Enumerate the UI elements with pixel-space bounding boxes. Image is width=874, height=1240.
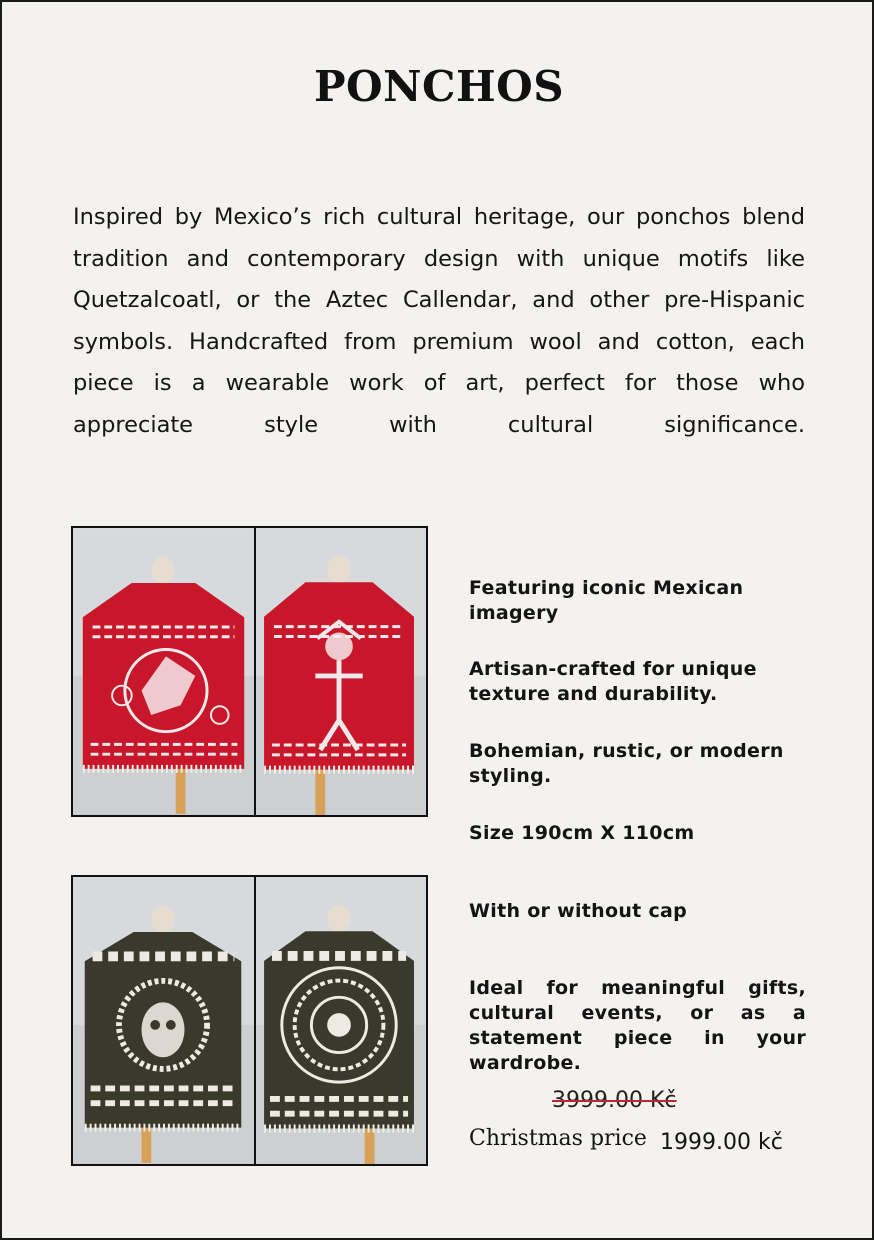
red-poncho-aztec-warrior-photo — [256, 526, 428, 817]
photo-row-top — [71, 526, 428, 817]
feature-item: Featuring iconic Mexican imagery — [469, 577, 744, 624]
aztec-calendar-icon — [256, 877, 426, 1164]
price-value: 1999.00 kč — [660, 1130, 783, 1155]
dark-poncho-aztec-calendar-photo — [256, 875, 428, 1166]
lion-skull-icon — [73, 877, 254, 1164]
feature-item: Bohemian, rustic, or modern styling. — [469, 740, 784, 787]
red-poncho-eagle-warrior-photo — [71, 526, 256, 817]
photo-row-bottom — [71, 875, 428, 1166]
warrior-figure-icon — [256, 528, 426, 815]
eagle-head-icon — [73, 528, 254, 815]
dark-poncho-lion-skull-photo — [71, 875, 256, 1166]
feature-item: Ideal for meaningful gifts, cultural events, or as a statement piece in your wardrobe. — [469, 977, 806, 1074]
old-price: 3999.00 Kč — [552, 1088, 677, 1113]
price-label: Christmas price — [469, 1126, 647, 1151]
feature-item: With or without cap — [469, 900, 688, 922]
intro-paragraph: Inspired by Mexico’s rich cultural heritage, our ponchos blend tradition and contemporary design with unique motifs like Quetzalcoatl, or the Aztec Callendar, and other pre-Hispanic symbols. Handcrafted from premium wool and cotton, each piece is a wearable work of art, perfect for those who appreciate style with cultural significance. — [73, 204, 805, 438]
page-title: PONCHOS — [313, 62, 565, 111]
feature-item: Size 190cm X 110cm — [469, 822, 695, 844]
feature-item: Artisan-crafted for unique texture and durability. — [469, 658, 757, 705]
